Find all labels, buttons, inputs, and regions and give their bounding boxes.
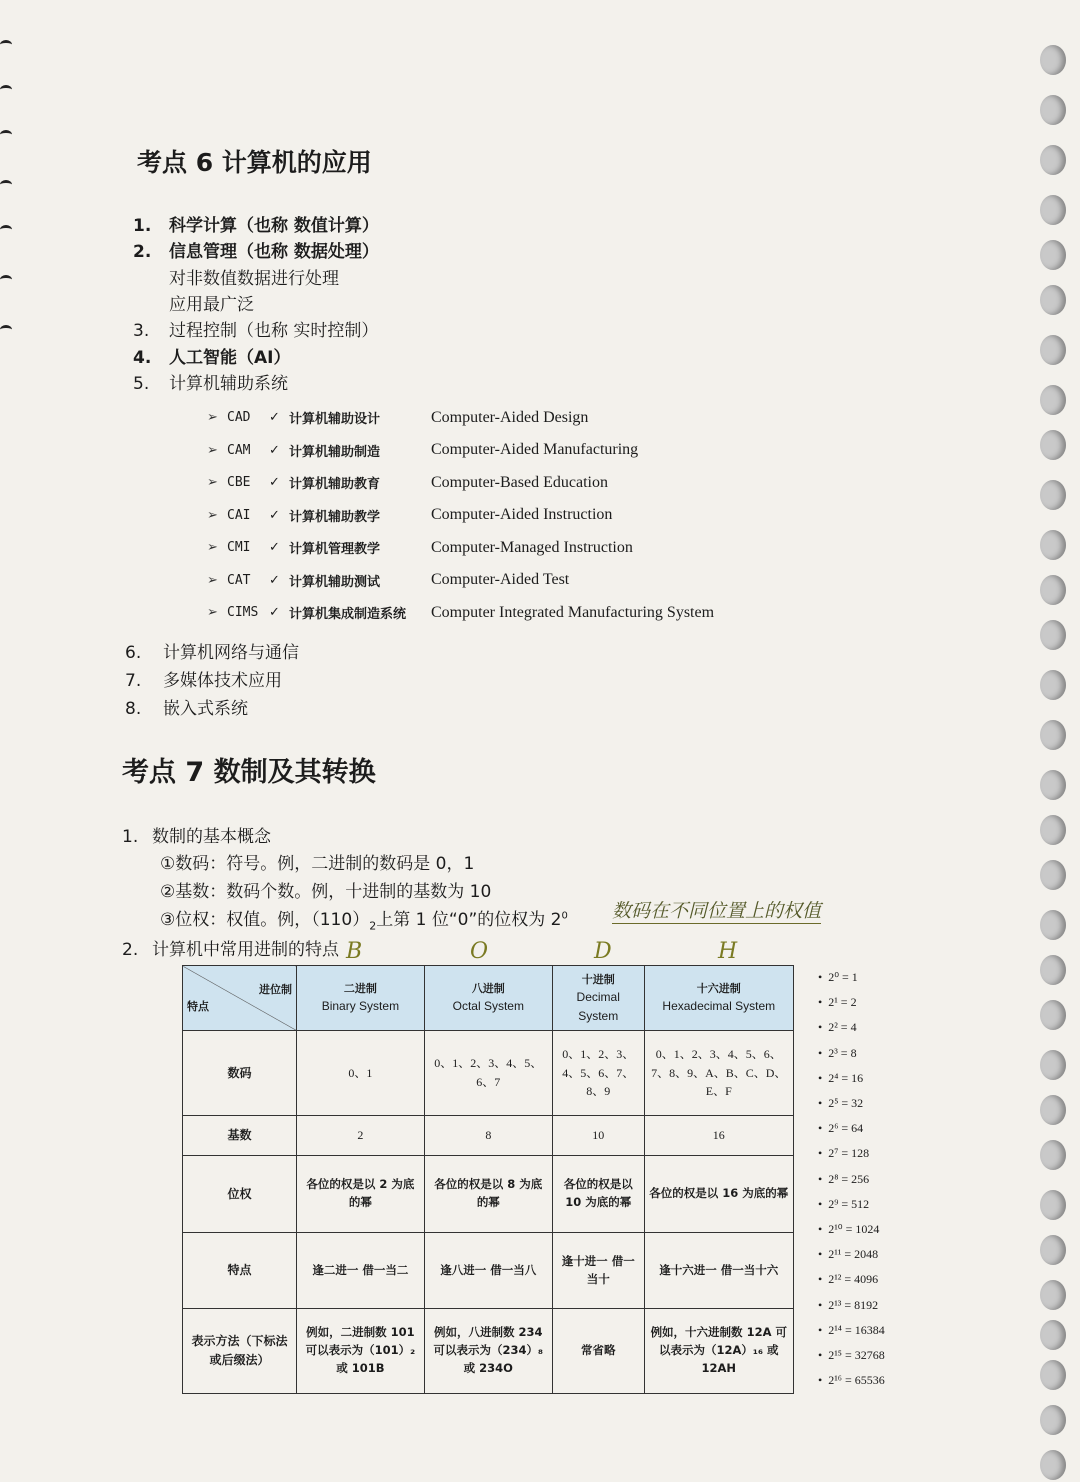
cad-chinese: 计算机辅助制造 — [289, 444, 381, 460]
cad-abbr: CAT — [227, 572, 251, 588]
point-2: 2. 计算机中常用进制的特点 — [122, 940, 339, 960]
row-label: 位权 — [183, 1156, 297, 1233]
table-cell: 逢二进一 借一当二 — [297, 1233, 425, 1309]
table-cell: 10 — [552, 1116, 644, 1156]
power-item — [818, 1046, 857, 1061]
table-cell: 逢十六进一 借一当十六 — [644, 1233, 793, 1309]
column-header — [644, 966, 793, 1031]
power-item — [818, 1197, 869, 1212]
power-item — [818, 1096, 863, 1111]
power-text: 2¹⁵ = 32768 — [828, 1348, 885, 1362]
table-cell: 各位的权是以 10 为底的幂 — [552, 1156, 644, 1233]
list-item — [133, 316, 378, 341]
row-label: 基数 — [183, 1116, 297, 1156]
bullet-icon: • — [818, 1322, 823, 1337]
table-row — [183, 1156, 794, 1233]
power-text: 2¹⁶ = 65536 — [828, 1373, 885, 1388]
bullet-icon: • — [818, 1222, 823, 1236]
spiral-ring — [1040, 910, 1066, 940]
item-number: 8. — [125, 699, 142, 719]
bullet-icon: • — [818, 1045, 823, 1060]
item-text: 过程控制（也称 实时控制） — [169, 321, 379, 341]
spiral-ring — [1040, 1095, 1066, 1125]
cad-chinese: 计算机辅助教育 — [289, 477, 381, 492]
list-item — [133, 343, 290, 368]
item-number: 5. — [133, 374, 150, 394]
cad-chinese: 计算机辅助设计 — [289, 412, 381, 427]
bullet-icon: • — [818, 1247, 823, 1262]
arrow-bullet-icon: ➢ — [207, 572, 218, 588]
checkmark-icon: ✓ — [269, 475, 280, 490]
binding-mark — [0, 40, 12, 49]
cad-english: Computer-Aided Design — [431, 408, 589, 426]
power-text: 2¹¹ = 2048 — [828, 1247, 879, 1262]
spiral-ring — [1040, 575, 1066, 605]
power-item — [818, 1373, 885, 1388]
table-cell: 例如，二进制数 101 可以表示为（101）₂ 或 101B — [297, 1309, 425, 1394]
point-2-text: 计算机中常用进制的特点 — [152, 940, 339, 960]
concept-base: ②基数：数码个数。例，十进制的基数为 10 — [160, 882, 492, 902]
cad-english: Computer-Managed Instruction — [431, 538, 633, 556]
binding-mark — [0, 85, 12, 94]
bullet-icon: • — [818, 1373, 823, 1388]
bullet-icon: • — [818, 1121, 823, 1136]
spiral-ring — [1040, 1000, 1066, 1030]
spiral-ring — [1040, 1280, 1066, 1310]
cad-abbr: CAI — [227, 507, 251, 523]
spiral-ring — [1040, 860, 1066, 890]
hand-letter-d: D — [594, 939, 612, 964]
spiral-ring — [1040, 385, 1066, 415]
cad-english: Computer Integrated Manufacturing System — [431, 603, 715, 621]
cad-abbr: CMI — [227, 540, 251, 555]
header-zh: 十进制 — [581, 972, 615, 986]
power-text: 2¹³ = 8192 — [828, 1297, 879, 1312]
cad-chinese: 计算机辅助测试 — [289, 574, 381, 590]
item-text: 嵌入式系统 — [163, 699, 248, 719]
header-en: Decimal System — [576, 989, 620, 1023]
point-1-text: 数制的基本概念 — [152, 827, 271, 847]
column-header — [424, 966, 552, 1031]
item-text: 信息管理（也称 数据处理） — [169, 242, 379, 262]
power-text: 2² = 4 — [828, 1020, 857, 1035]
table-cell: 8 — [424, 1116, 552, 1156]
row-label: 特点 — [183, 1233, 297, 1309]
table-cell: 2 — [297, 1116, 425, 1156]
list-item — [125, 694, 248, 719]
corner-cell — [183, 966, 297, 1031]
table-cell: 各位的权是以 8 为底的幂 — [424, 1156, 552, 1233]
handwritten-note: 数码在不同位置上的权值 — [612, 896, 821, 924]
binding-mark — [0, 180, 12, 189]
cad-item — [207, 506, 612, 525]
spiral-ring — [1040, 620, 1066, 650]
cad-english: Computer-Aided Manufacturing — [431, 441, 639, 458]
power-item — [818, 1146, 869, 1161]
bullet-icon: • — [818, 1297, 823, 1312]
cad-chinese: 计算机管理教学 — [289, 542, 381, 557]
item-text: 应用最广泛 — [169, 295, 254, 315]
spiral-ring — [1040, 95, 1066, 125]
spiral-ring — [1040, 1140, 1066, 1170]
bullet-icon: • — [818, 1020, 823, 1035]
spiral-ring — [1040, 1405, 1066, 1435]
weight-text-a: ③位权：权值。例，（110） — [160, 910, 370, 930]
spiral-ring — [1040, 240, 1066, 270]
spiral-ring — [1040, 530, 1066, 560]
table-row — [183, 1116, 794, 1156]
table-cell: 各位的权是以 16 为底的幂 — [644, 1156, 793, 1233]
section-6-title: 考点 6 计算机的应用 — [137, 148, 372, 177]
power-text: 2¹⁰ = 1024 — [828, 1222, 880, 1236]
header-en: Binary System — [321, 999, 400, 1014]
cad-abbr: CIMS — [227, 605, 259, 620]
checkmark-icon: ✓ — [269, 605, 280, 620]
hand-letter-o: O — [470, 939, 489, 964]
power-text: 2⁵ = 32 — [828, 1096, 864, 1110]
power-text: 2³ = 8 — [828, 1045, 857, 1060]
checkmark-icon: ✓ — [269, 572, 280, 588]
power-item — [818, 1020, 857, 1035]
bullet-icon: • — [818, 1348, 823, 1362]
table-row — [183, 1031, 794, 1116]
spiral-ring — [1040, 955, 1066, 985]
arrow-bullet-icon: ➢ — [207, 410, 218, 425]
power-text: 2⁸ = 256 — [828, 1171, 870, 1186]
spiral-ring — [1040, 195, 1066, 225]
item-text: 计算机辅助系统 — [169, 374, 288, 394]
cad-abbr: CAD — [227, 410, 251, 425]
table-cell: 例如，十六进制数 12A 可以表示为（12A）₁₆ 或 12AH — [644, 1309, 793, 1394]
spiral-ring — [1040, 1235, 1066, 1265]
item-number: 1. — [133, 216, 152, 236]
bullet-icon: • — [818, 1171, 823, 1186]
arrow-bullet-icon: ➢ — [207, 605, 218, 620]
power-text: 2⁰ = 1 — [828, 970, 858, 984]
power-item — [818, 1323, 885, 1338]
weight-sub: 2 — [369, 919, 377, 933]
column-header — [552, 966, 644, 1031]
cad-item — [207, 538, 633, 557]
corner-bottom: 特点 — [187, 1000, 209, 1013]
bullet-icon: • — [818, 1070, 823, 1085]
binding-mark — [0, 130, 12, 139]
number-system-table — [182, 965, 794, 1394]
binding-mark — [0, 275, 12, 284]
list-item — [133, 264, 339, 289]
spiral-ring — [1040, 1360, 1066, 1390]
checkmark-icon: ✓ — [269, 410, 280, 425]
list-item — [133, 211, 379, 236]
table-cell: 逢八进一 借一当八 — [424, 1233, 552, 1309]
row-label: 表示方法（下标法或后缀法） — [183, 1309, 297, 1394]
cad-item — [207, 408, 588, 427]
item-text: 对非数值数据进行处理 — [169, 269, 339, 289]
weight-sup: 0 — [561, 910, 568, 922]
power-item — [818, 970, 858, 985]
cad-chinese: 计算机集成制造系统 — [289, 607, 407, 622]
list-item — [133, 290, 254, 315]
bullet-icon: • — [818, 1272, 823, 1287]
power-item — [818, 1121, 863, 1136]
weight-text-b: 上第 1 位“0”的位权为 2 — [376, 910, 562, 930]
cad-item — [207, 603, 714, 622]
spiral-ring — [1040, 335, 1066, 365]
list-item — [125, 666, 282, 691]
power-item — [818, 995, 857, 1010]
bullet-icon: • — [818, 1196, 823, 1211]
item-text: 科学计算（也称 数值计算） — [169, 216, 379, 236]
spiral-ring — [1040, 1320, 1066, 1350]
header-zh: 十六进制 — [696, 982, 741, 996]
power-item — [818, 1298, 878, 1313]
bullet-icon: • — [818, 1146, 823, 1161]
list-item — [125, 638, 299, 663]
table-cell: 0、1、2、3、4、5、6、7 — [424, 1031, 552, 1116]
table-cell: 0、1 — [297, 1031, 425, 1116]
spiral-ring — [1040, 1190, 1066, 1220]
header-zh: 二进制 — [343, 982, 377, 996]
item-number: 3. — [133, 321, 150, 341]
table-header-row — [183, 966, 794, 1031]
power-item — [818, 1071, 863, 1086]
table-cell: 例如，八进制数 234 可以表示为（234）₈ 或 234O — [424, 1309, 552, 1394]
hand-letter-b: B — [346, 939, 363, 964]
table-row — [183, 1309, 794, 1394]
table-cell: 逢十进一 借一当十 — [552, 1233, 644, 1309]
cad-english: Computer-Based Education — [431, 473, 608, 491]
corner-top: 进位制 — [259, 982, 292, 996]
spiral-ring — [1040, 45, 1066, 75]
spiral-ring — [1040, 720, 1066, 750]
cad-abbr: CBE — [227, 475, 251, 490]
power-text: 2¹⁴ = 16384 — [828, 1322, 885, 1337]
spiral-ring — [1040, 1050, 1066, 1080]
table-row — [183, 1233, 794, 1309]
list-item — [133, 237, 379, 262]
point-1: 1. 数制的基本概念 — [122, 827, 271, 847]
row-label: 数码 — [183, 1031, 297, 1116]
spiral-ring — [1040, 815, 1066, 845]
concept-digit: ①数码：符号。例，二进制的数码是 0，1 — [160, 854, 475, 874]
hand-letter-h: H — [718, 939, 738, 964]
list-item — [133, 369, 288, 394]
cad-item — [207, 473, 608, 492]
power-item — [818, 1172, 869, 1187]
power-text: 2⁴ = 16 — [828, 1070, 864, 1085]
power-text: 2⁶ = 64 — [828, 1121, 864, 1136]
item-text: 人工智能（AI） — [169, 348, 291, 368]
checkmark-icon: ✓ — [269, 442, 280, 458]
spiral-ring — [1040, 430, 1066, 460]
arrow-bullet-icon: ➢ — [207, 442, 218, 458]
item-number: 7. — [125, 671, 142, 691]
spiral-ring — [1040, 1450, 1066, 1480]
cad-english: Computer-Aided Test — [431, 571, 570, 588]
table-cell: 常省略 — [552, 1309, 644, 1394]
concept-weight — [160, 905, 568, 932]
power-item — [818, 1247, 878, 1262]
spiral-ring — [1040, 145, 1066, 175]
power-text: 2¹ = 2 — [828, 995, 857, 1010]
cad-item — [207, 441, 638, 460]
column-header — [297, 966, 425, 1031]
item-text: 多媒体技术应用 — [163, 671, 282, 691]
table-cell: 0、1、2、3、4、5、6、7、8、9、A、B、C、D、E、F — [644, 1031, 793, 1116]
arrow-bullet-icon: ➢ — [207, 475, 218, 490]
power-item — [818, 1272, 878, 1287]
item-number: 4. — [133, 348, 152, 368]
power-text: 2⁹ = 512 — [828, 1196, 870, 1211]
spiral-ring — [1040, 670, 1066, 700]
checkmark-icon: ✓ — [269, 507, 280, 523]
section-7-title: 考点 7 数制及其转换 — [122, 757, 376, 788]
header-en: Hexadecimal System — [662, 999, 776, 1014]
item-text: 计算机网络与通信 — [163, 643, 299, 663]
table-cell: 16 — [644, 1116, 793, 1156]
table-cell: 各位的权是以 2 为底的幂 — [297, 1156, 425, 1233]
power-text: 2¹² = 4096 — [828, 1272, 879, 1287]
spiral-ring — [1040, 770, 1066, 800]
power-text: 2⁷ = 128 — [828, 1146, 870, 1161]
power-item — [818, 1222, 879, 1237]
cad-chinese: 计算机辅助教学 — [289, 509, 381, 525]
bullet-icon: • — [818, 970, 823, 984]
binding-mark — [0, 225, 12, 234]
power-item — [818, 1348, 885, 1363]
item-number: 2. — [133, 242, 152, 262]
binding-mark — [0, 325, 12, 334]
arrow-bullet-icon: ➢ — [207, 507, 218, 523]
spiral-ring — [1040, 480, 1066, 510]
header-en: Octal System — [452, 999, 524, 1014]
cad-english: Computer-Aided Instruction — [431, 506, 613, 523]
header-zh: 八进制 — [471, 982, 505, 996]
item-number: 6. — [125, 643, 142, 663]
bullet-icon: • — [818, 995, 823, 1010]
checkmark-icon: ✓ — [269, 540, 280, 555]
arrow-bullet-icon: ➢ — [207, 540, 218, 555]
bullet-icon: • — [818, 1096, 823, 1110]
cad-abbr: CAM — [227, 442, 251, 458]
table-cell: 0、1、2、3、4、5、6、7、8、9 — [552, 1031, 644, 1116]
spiral-ring — [1040, 285, 1066, 315]
cad-item — [207, 571, 569, 590]
